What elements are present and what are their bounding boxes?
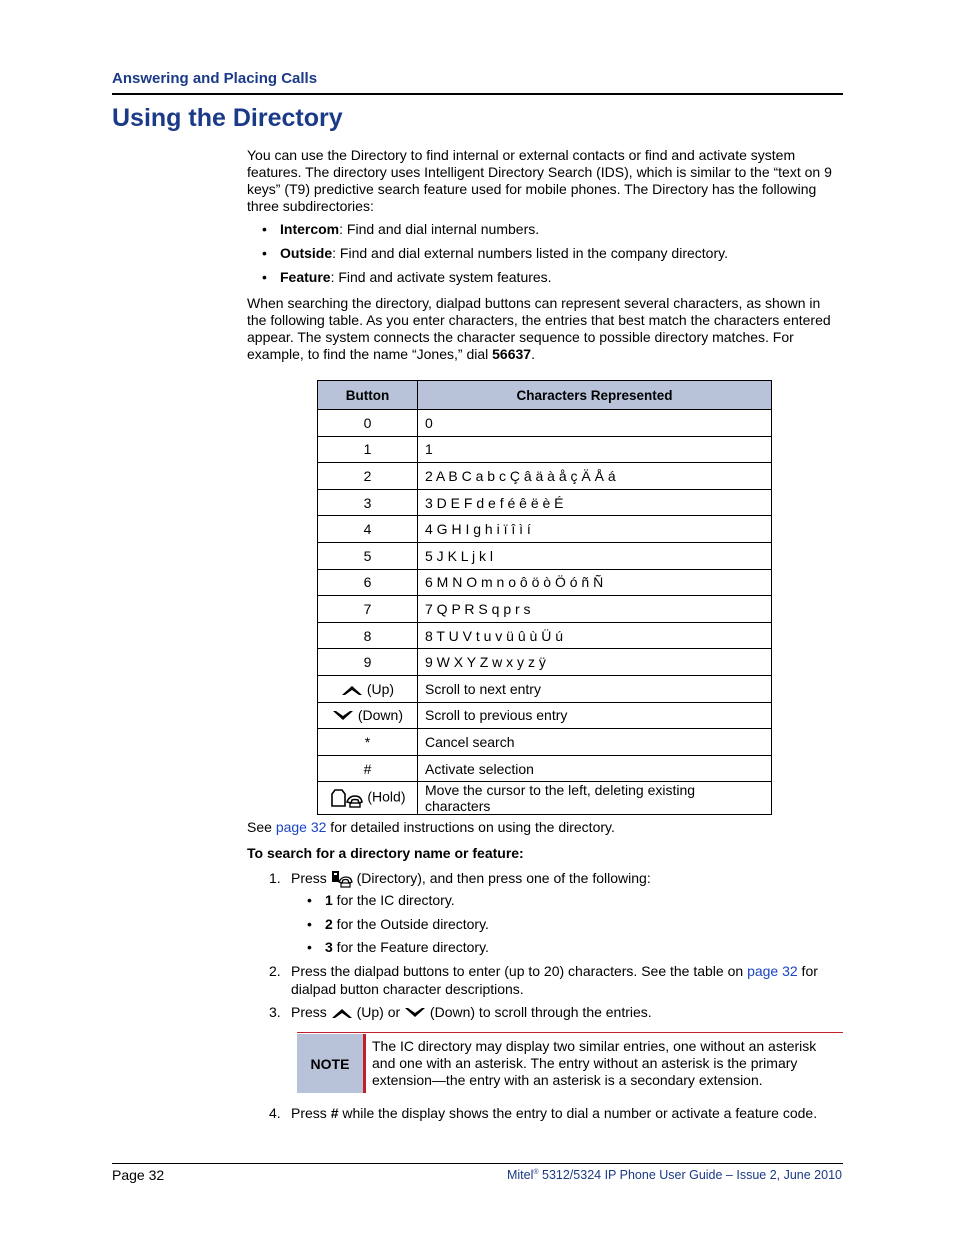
option-key: 2	[325, 916, 333, 932]
button-label: (Hold)	[367, 789, 406, 806]
up-arrow-icon	[341, 683, 363, 697]
table-row	[318, 596, 772, 623]
page-number: Page 32	[112, 1167, 165, 1183]
list-item	[262, 269, 552, 286]
see-reference	[247, 819, 843, 836]
subdirectory-list	[262, 221, 539, 238]
option-desc: for the IC directory.	[332, 892, 455, 908]
chars-cell: 5 J K L j k l	[418, 542, 772, 569]
button-cell	[318, 782, 418, 815]
step-pre: Press the dialpad buttons to enter (up to 20) characters. See the table on	[291, 963, 748, 979]
step-text	[291, 1003, 843, 1021]
button-cell: 8	[318, 622, 418, 649]
note-text: The IC directory may display two similar entries, one without an asterisk and one with an asterisk. The entry without an asterisk is the primary extension—the entry with an asterisk is a secondary extension.	[372, 1038, 817, 1088]
page-link[interactable]: page 32	[275, 819, 327, 835]
chars-cell: 8 T U V t u v ü û ù Ü ú	[418, 622, 772, 649]
table-row	[318, 569, 772, 596]
button-label: (Down)	[357, 707, 403, 724]
step-number: 2.	[269, 963, 281, 979]
header-button: Button	[318, 381, 418, 410]
step-post: while the display shows the entry to dial a number or activate a feature code.	[338, 1105, 818, 1121]
step-number: 1.	[269, 870, 281, 886]
table-row	[318, 516, 772, 543]
example-number: 56637	[492, 346, 532, 362]
chars-cell: 4 G H I g h i ï î ì í	[418, 516, 772, 543]
chars-cell: 6 M N O m n o ô ö ò Ö ó ñ Ñ	[418, 569, 772, 596]
step-2	[269, 962, 843, 998]
step-1	[269, 869, 843, 888]
option-key: 3	[325, 939, 333, 955]
option-desc: for the Feature directory.	[332, 939, 489, 955]
table-row	[318, 729, 772, 756]
chars-cell: 7 Q P R S q p r s	[418, 596, 772, 623]
button-cell: 9	[318, 649, 418, 676]
section-label: Answering and Placing Calls	[112, 70, 318, 87]
step-text	[291, 962, 843, 998]
step-text	[291, 869, 843, 888]
search-paragraph	[247, 295, 843, 363]
directory-options	[307, 892, 455, 909]
button-cell: 7	[318, 596, 418, 623]
period: .	[531, 346, 535, 362]
list-item	[307, 939, 489, 956]
step-text	[291, 1104, 843, 1122]
footer-brand: Mitel	[506, 1168, 534, 1182]
list-item	[307, 892, 455, 909]
see-post: for detailed instructions on using the directory.	[326, 819, 615, 835]
footer-divider	[112, 1163, 843, 1164]
subdirectory-name: Intercom	[280, 221, 340, 237]
button-cell: *	[318, 729, 418, 756]
button-cell: 5	[318, 542, 418, 569]
table-row	[318, 489, 772, 516]
down-arrow-icon	[332, 709, 354, 723]
registered-mark: ®	[533, 1168, 539, 1176]
subdirectory-name: Feature	[280, 269, 331, 285]
table-row	[318, 675, 772, 702]
table-row	[318, 463, 772, 490]
chars-cell: Cancel search	[418, 729, 772, 756]
list-item	[262, 245, 728, 262]
up-arrow-icon	[331, 1006, 353, 1020]
button-cell: 2	[318, 463, 418, 490]
table-row	[318, 622, 772, 649]
note-box	[297, 1032, 843, 1093]
search-paragraph-text: When searching the directory, dialpad buttons can represent several characters, as shown in the following table. As you enter characters, the entries that best match the characters entered appear. The system connects the character sequence to possible directory matches. For example, to find the name “Jones,” dial	[247, 295, 831, 362]
header-characters: Characters Represented	[418, 381, 772, 410]
procedure-title: To search for a directory name or feature:	[247, 845, 524, 861]
button-cell	[318, 702, 418, 729]
directory-options	[307, 939, 489, 956]
option-desc: for the Outside directory.	[332, 916, 489, 932]
hold-icon	[329, 788, 363, 808]
subdirectory-desc: : Find and activate system features.	[330, 269, 552, 285]
chars-cell: Activate selection	[418, 755, 772, 782]
step-pre: Press	[291, 1004, 331, 1020]
chars-cell: 2 A B C a b c Ç â ä à å ç Ä Å á	[418, 463, 772, 490]
directory-icon	[331, 870, 353, 888]
list-item	[262, 221, 539, 238]
table-row	[318, 782, 772, 815]
step-number: 3.	[269, 1004, 281, 1020]
step-post: (Down) to scroll through the entries.	[426, 1004, 652, 1020]
subdirectory-list	[262, 269, 552, 286]
note-label: NOTE	[297, 1034, 366, 1093]
table-row	[318, 410, 772, 437]
step-number: 4.	[269, 1105, 281, 1121]
step-mid: (Up) or	[352, 1004, 405, 1020]
chars-cell: 1	[418, 436, 772, 463]
step-post: for dialpad button character descriptions.	[291, 963, 818, 997]
button-cell: 0	[318, 410, 418, 437]
table-row	[318, 755, 772, 782]
option-key: 1	[325, 892, 333, 908]
step-post: (Directory), and then press one of the following:	[352, 870, 651, 886]
footer-guide: 5312/5324 IP Phone User Guide – Issue 2, June 2010	[538, 1168, 842, 1182]
button-cell	[318, 675, 418, 702]
see-pre: See	[247, 819, 276, 835]
intro-paragraph: You can use the Directory to find internal or external contacts or find and activate system features. The directory uses Intelligent Directory Search (IDS), which is similar to the “text on 9 keys” (T9) predictive search feature used for mobile phones. The Directory has the following three subdirectories:	[247, 147, 832, 214]
chars-cell: 0	[418, 410, 772, 437]
down-arrow-icon	[404, 1006, 426, 1020]
section-divider	[112, 93, 843, 95]
chars-cell: Move the cursor to the left, deleting existing characters	[418, 782, 772, 815]
dialpad-characters-table	[317, 380, 772, 815]
subdirectory-name: Outside	[280, 245, 333, 261]
button-cell: 1	[318, 436, 418, 463]
chars-cell: 3 D E F d e f é ê ë è É	[418, 489, 772, 516]
table-row	[318, 702, 772, 729]
list-item	[307, 916, 489, 933]
footer-guide-title	[507, 1168, 842, 1182]
subdirectory-desc: : Find and dial external numbers listed in the company directory.	[332, 245, 728, 261]
table-row	[318, 436, 772, 463]
button-cell: 4	[318, 516, 418, 543]
chars-cell: Scroll to previous entry	[418, 702, 772, 729]
button-cell: 3	[318, 489, 418, 516]
step-4	[269, 1104, 843, 1122]
step-pre: Press	[291, 870, 331, 886]
subdirectory-list	[262, 245, 728, 262]
chars-cell: 9 W X Y Z w x y z ÿ	[418, 649, 772, 676]
hash-key: #	[330, 1105, 339, 1121]
step-pre: Press	[291, 1105, 331, 1121]
button-cell: 6	[318, 569, 418, 596]
table-header-row	[318, 381, 772, 410]
page-title: Using the Directory	[112, 104, 343, 132]
table-row	[318, 542, 772, 569]
step-3	[269, 1003, 843, 1021]
subdirectory-desc: : Find and dial internal numbers.	[339, 221, 540, 237]
page-link[interactable]: page 32	[747, 963, 798, 979]
directory-options	[307, 916, 489, 933]
table-row	[318, 649, 772, 676]
button-label: (Up)	[366, 680, 395, 697]
chars-cell: Scroll to next entry	[418, 675, 772, 702]
button-cell: #	[318, 755, 418, 782]
